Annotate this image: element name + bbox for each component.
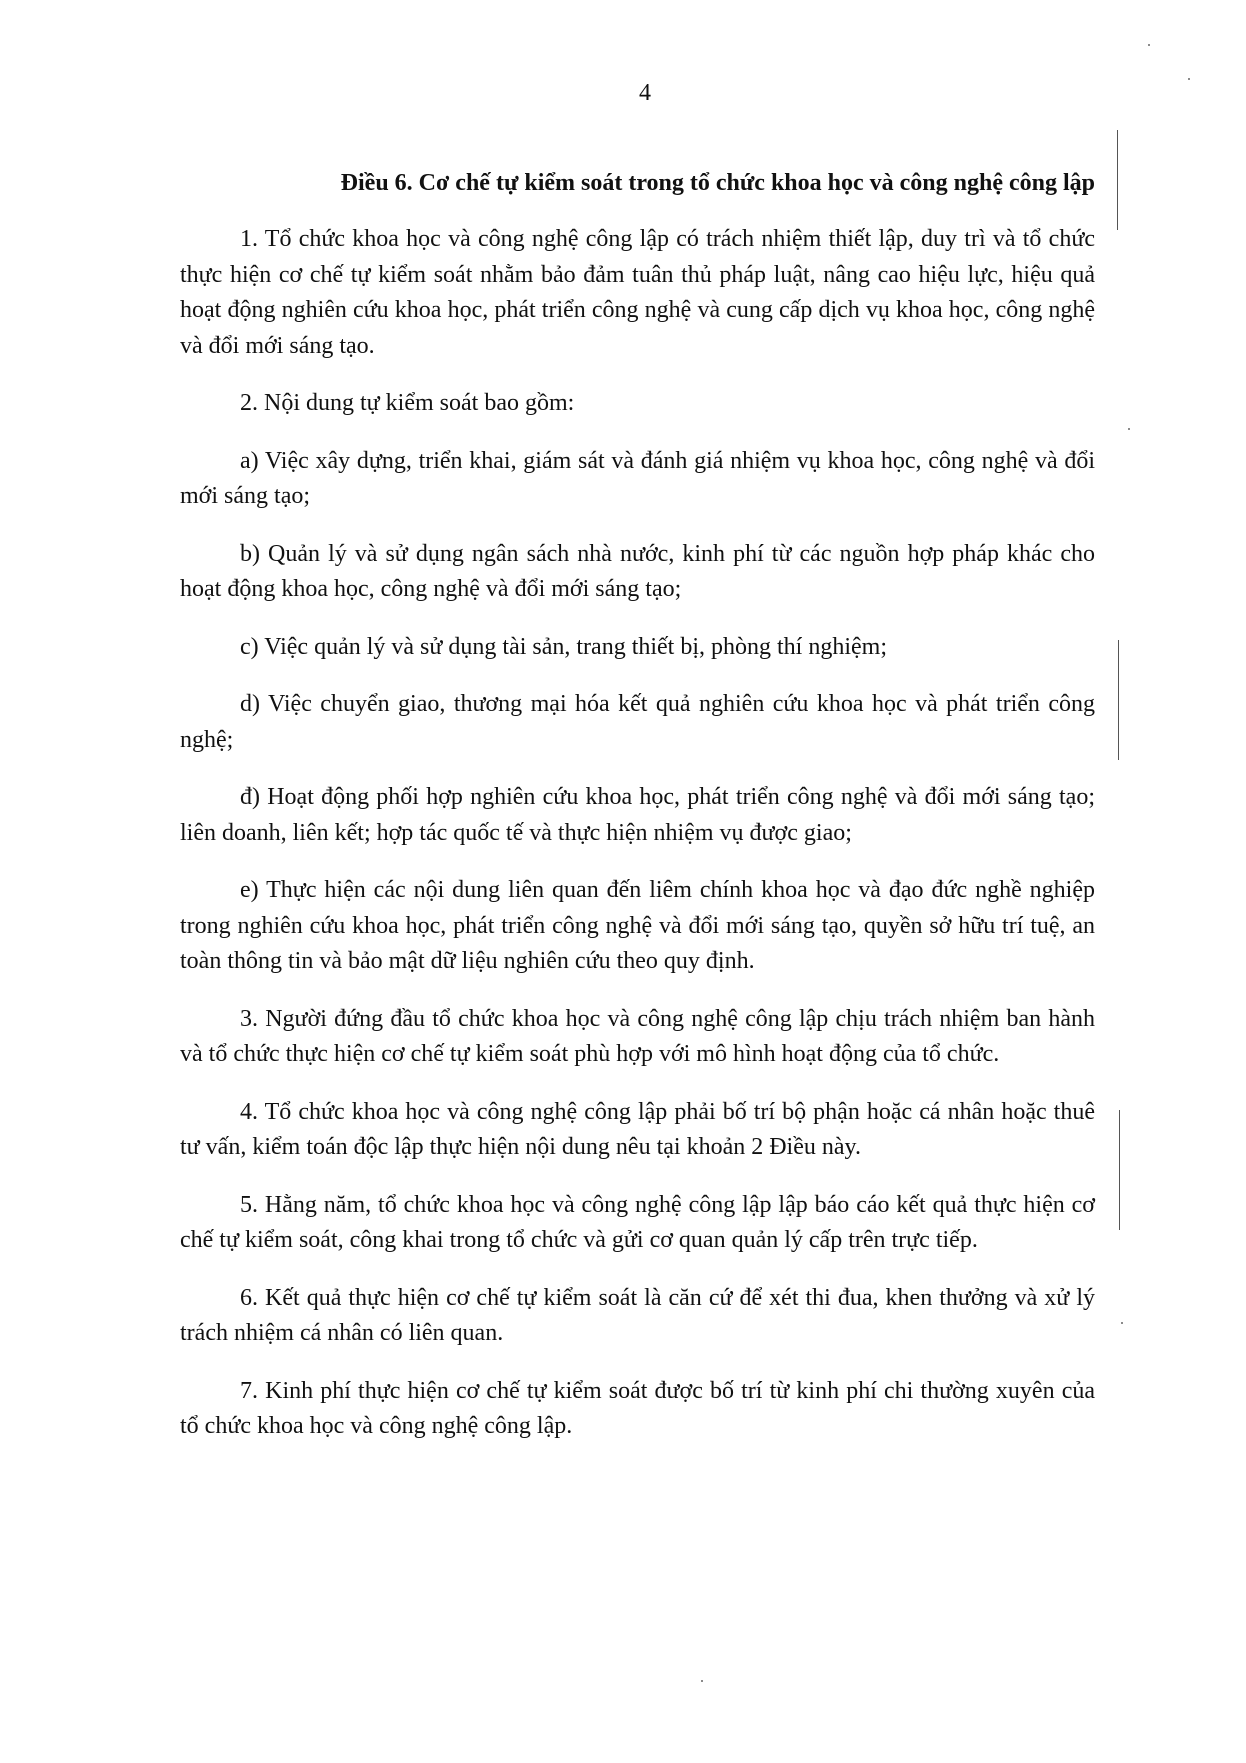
clause-1: 1. Tổ chức khoa học và công nghệ công lập có trách nhiệm thiết lập, duy trì và tổ chức thực hiện cơ chế tự kiểm soát nhằm bảo đảm tuân thủ pháp luật, nâng cao hiệu lực, hiệu quả hoạt động nghiên cứu khoa học, phát triển công nghệ và cung cấp dịch vụ khoa học, công nghệ và đổi mới sáng tạo.	[180, 226, 1095, 359]
scan-artifact-line	[1117, 130, 1118, 230]
scan-artifact-line	[1118, 640, 1119, 760]
article-heading: Điều 6. Cơ chế tự kiểm soát trong tổ chức khoa học và công nghệ công lập	[340, 170, 1095, 196]
clause-2dd: đ) Hoạt động phối hợp nghiên cứu khoa học, phát triển công nghệ và đổi mới sáng tạo; liên doanh, liên kết; hợp tác quốc tế và thực hiện nhiệm vụ được giao;	[180, 784, 1095, 846]
scan-artifact-line	[1119, 1110, 1120, 1230]
clause-7: 7. Kinh phí thực hiện cơ chế tự kiểm soát được bố trí từ kinh phí chi thường xuyên của tổ chức khoa học và công nghệ công lập.	[180, 1377, 1095, 1439]
scan-artifact-dot	[1121, 1322, 1123, 1324]
clause-6: 6. Kết quả thực hiện cơ chế tự kiểm soát là căn cứ để xét thi đua, khen thưởng và xử lý trách nhiệm cá nhân có liên quan.	[180, 1284, 1095, 1346]
clause-2c: c) Việc quản lý và sử dụng tài sản, trang thiết bị, phòng thí nghiệm;	[240, 633, 888, 660]
clause-2: 2. Nội dung tự kiểm soát bao gồm:	[240, 390, 575, 416]
clause-2b: b) Quản lý và sử dụng ngân sách nhà nước, kinh phí từ các nguồn hợp pháp khác cho hoạt động khoa học, công nghệ và đổi mới sáng tạo;	[180, 540, 1095, 602]
scan-artifact-dot	[701, 1680, 703, 1682]
clause-2e: e) Thực hiện các nội dung liên quan đến liêm chính khoa học và đạo đức nghề nghiệp trong nghiên cứu khoa học, phát triển công nghệ và đổi mới sáng tạo, quyền sở hữu trí tuệ, an toàn thông tin và bảo mật dữ liệu nghiên cứu theo quy định.	[180, 877, 1095, 974]
scan-artifact-dot	[1188, 78, 1190, 80]
scan-artifact-dot	[1148, 44, 1150, 46]
clause-3: 3. Người đứng đầu tổ chức khoa học và công nghệ công lập chịu trách nhiệm ban hành và tổ chức thực hiện cơ chế tự kiểm soát phù hợp với mô hình hoạt động của tổ chức.	[180, 1005, 1095, 1067]
clause-2a: a) Việc xây dựng, triển khai, giám sát và đánh giá nhiệm vụ khoa học, công nghệ và đổi mới sáng tạo;	[180, 447, 1095, 509]
page-number: 4	[639, 80, 651, 106]
scan-artifact-dot	[1128, 428, 1130, 430]
clause-5: 5. Hằng năm, tổ chức khoa học và công nghệ công lập lập báo cáo kết quả thực hiện cơ chế tự kiểm soát, công khai trong tổ chức và gửi cơ quan quản lý cấp trên trực tiếp.	[180, 1191, 1095, 1253]
clause-2d: d) Việc chuyển giao, thương mại hóa kết quả nghiên cứu khoa học và phát triển công nghệ;	[180, 691, 1095, 753]
clause-4: 4. Tổ chức khoa học và công nghệ công lập phải bố trí bộ phận hoặc cá nhân hoặc thuê tư vấn, kiểm toán độc lập thực hiện nội dung nêu tại khoản 2 Điều này.	[180, 1098, 1095, 1160]
article-body	[180, 166, 1095, 1467]
